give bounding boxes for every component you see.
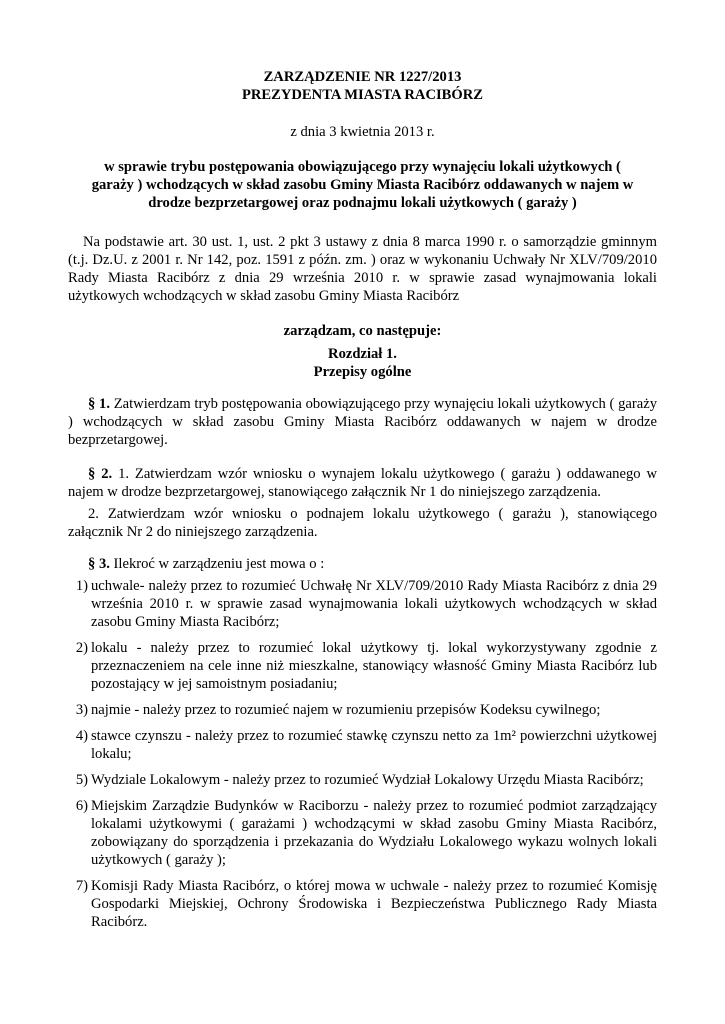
definitions-list	[68, 577, 657, 931]
section-1-mark: § 1.	[88, 396, 110, 412]
section-3-mark: § 3.	[88, 556, 110, 572]
chapter-title: Przepisy ogólne	[313, 364, 412, 380]
list-item	[68, 639, 657, 693]
list-item-number: 3)	[75, 702, 88, 718]
chapter-number: Rozdział 1.	[328, 346, 397, 362]
list-item-number: 7)	[75, 878, 88, 894]
section-1	[68, 395, 657, 449]
legal-basis-preamble: Na podstawie art. 30 ust. 1, ust. 2 pkt 3 ustawy z dnia 8 marca 1990 r. o samorządzie gminnym (t.j. Dz.U. z 2001 r. Nr 142, poz. 1591 z późn. zm. ) oraz w wykonaniu Uchwały Nr XLV/709/2010 Rady Miasta Racibórz z dnia 29 września 2010 r. w sprawie zasad wynajmowania lokali użytkowych wchodzących w skład zasobu Gminy Miasta Racibórz	[68, 234, 657, 304]
document-title-line2: PREZYDENTA MIASTA RACIBÓRZ	[241, 87, 484, 103]
section-1-text: Zatwierdzam tryb postępowania obowiązującego przy wynajęciu lokali użytkowych ( garaży ) wchodzących w skład zasobu Gminy Miasta Racibórz oddawanych w najem w drodze bezprzetargowej.	[68, 396, 657, 448]
list-item	[68, 727, 657, 763]
list-item	[68, 771, 657, 789]
section-3	[68, 555, 657, 573]
section-3-text: Ilekroć w zarządzeniu jest mowa o :	[113, 556, 325, 572]
list-item-text: najmie - należy przez to rozumieć najem w rozumieniu przepisów Kodeksu cywilnego;	[91, 702, 601, 718]
list-item-text: stawce czynszu - należy przez to rozumieć stawkę czynszu netto za 1m² powierzchni użytkowej lokalu;	[91, 728, 657, 762]
list-item	[68, 877, 657, 931]
list-item-number: 1)	[75, 578, 88, 594]
list-item	[68, 577, 657, 631]
list-item-number: 4)	[75, 728, 88, 744]
list-item-text: uchwale- należy przez to rozumieć Uchwałę Nr XLV/709/2010 Rady Miasta Racibórz z dnia 29 września 2010 r. w sprawie zasad wynajmowania lokali użytkowych wchodzących w skład zasobu Gminy Miasta Racibórz;	[91, 578, 657, 630]
section-2-point-1: 1. Zatwierdzam wzór wniosku o wynajem lokalu użytkowego ( garażu ) oddawanego w najem w drodze bezprzetargowej, stanowiącego załącznik Nr 1 do niniejszego zarządzenia.	[68, 466, 657, 500]
section-2-mark: § 2.	[88, 466, 113, 482]
list-item	[68, 797, 657, 869]
list-item-text: Miejskim Zarządzie Budynków w Raciborzu - należy przez to rozumieć podmiot zarządzający lokalami użytkowymi ( garażami ) wchodzącymi w skład zasobu Gminy Miasta Racibórz, zobowiązany do sporządzenia i przekazania do Wydziału Lokalowego wykazu wolnych lokali użytkowych ( garaży );	[91, 798, 657, 868]
list-item	[68, 701, 657, 719]
list-item-text: Wydziale Lokalowym - należy przez to rozumieć Wydział Lokalowy Urzędu Miasta Racibórz;	[91, 772, 644, 788]
list-item-number: 2)	[75, 640, 88, 656]
section-2	[68, 465, 657, 501]
decree-statement: zarządzam, co następuje:	[283, 323, 442, 339]
section-2-point-2: 2. Zatwierdzam wzór wniosku o podnajem lokalu użytkowego ( garażu ), stanowiącego załącznik Nr 2 do niniejszego zarządzenia.	[68, 506, 657, 540]
list-item-text: Komisji Rady Miasta Racibórz, o której mowa w uchwale - należy przez to rozumieć Komisję Gospodarki Miejskiej, Ochrony Środowiska i Bezpieczeństwa Publicznego Rady Miasta Racibórz.	[91, 878, 657, 930]
document-subject: w sprawie trybu postępowania obowiązującego przy wynajęciu lokali użytkowych ( garaży ) wchodzących w skład zasobu Gminy Miasta Racibórz oddawanych w najem w drodze bezprzetargowej oraz podnajmu lokali użytkowych ( garaży )	[91, 159, 634, 211]
list-item-number: 6)	[75, 798, 88, 814]
list-item-text: lokalu - należy przez to rozumieć lokal użytkowy tj. lokal wykorzystywany zgodnie z przeznaczeniem na cele inne niż mieszkalne, stanowiący własność Gminy Miasta Racibórz lub pozostający w jej samoistnym posiadaniu;	[91, 640, 657, 692]
document-title-line1: ZARZĄDZENIE NR 1227/2013	[263, 69, 462, 85]
list-item-number: 5)	[75, 772, 88, 788]
document-date: z dnia 3 kwietnia 2013 r.	[290, 124, 435, 140]
